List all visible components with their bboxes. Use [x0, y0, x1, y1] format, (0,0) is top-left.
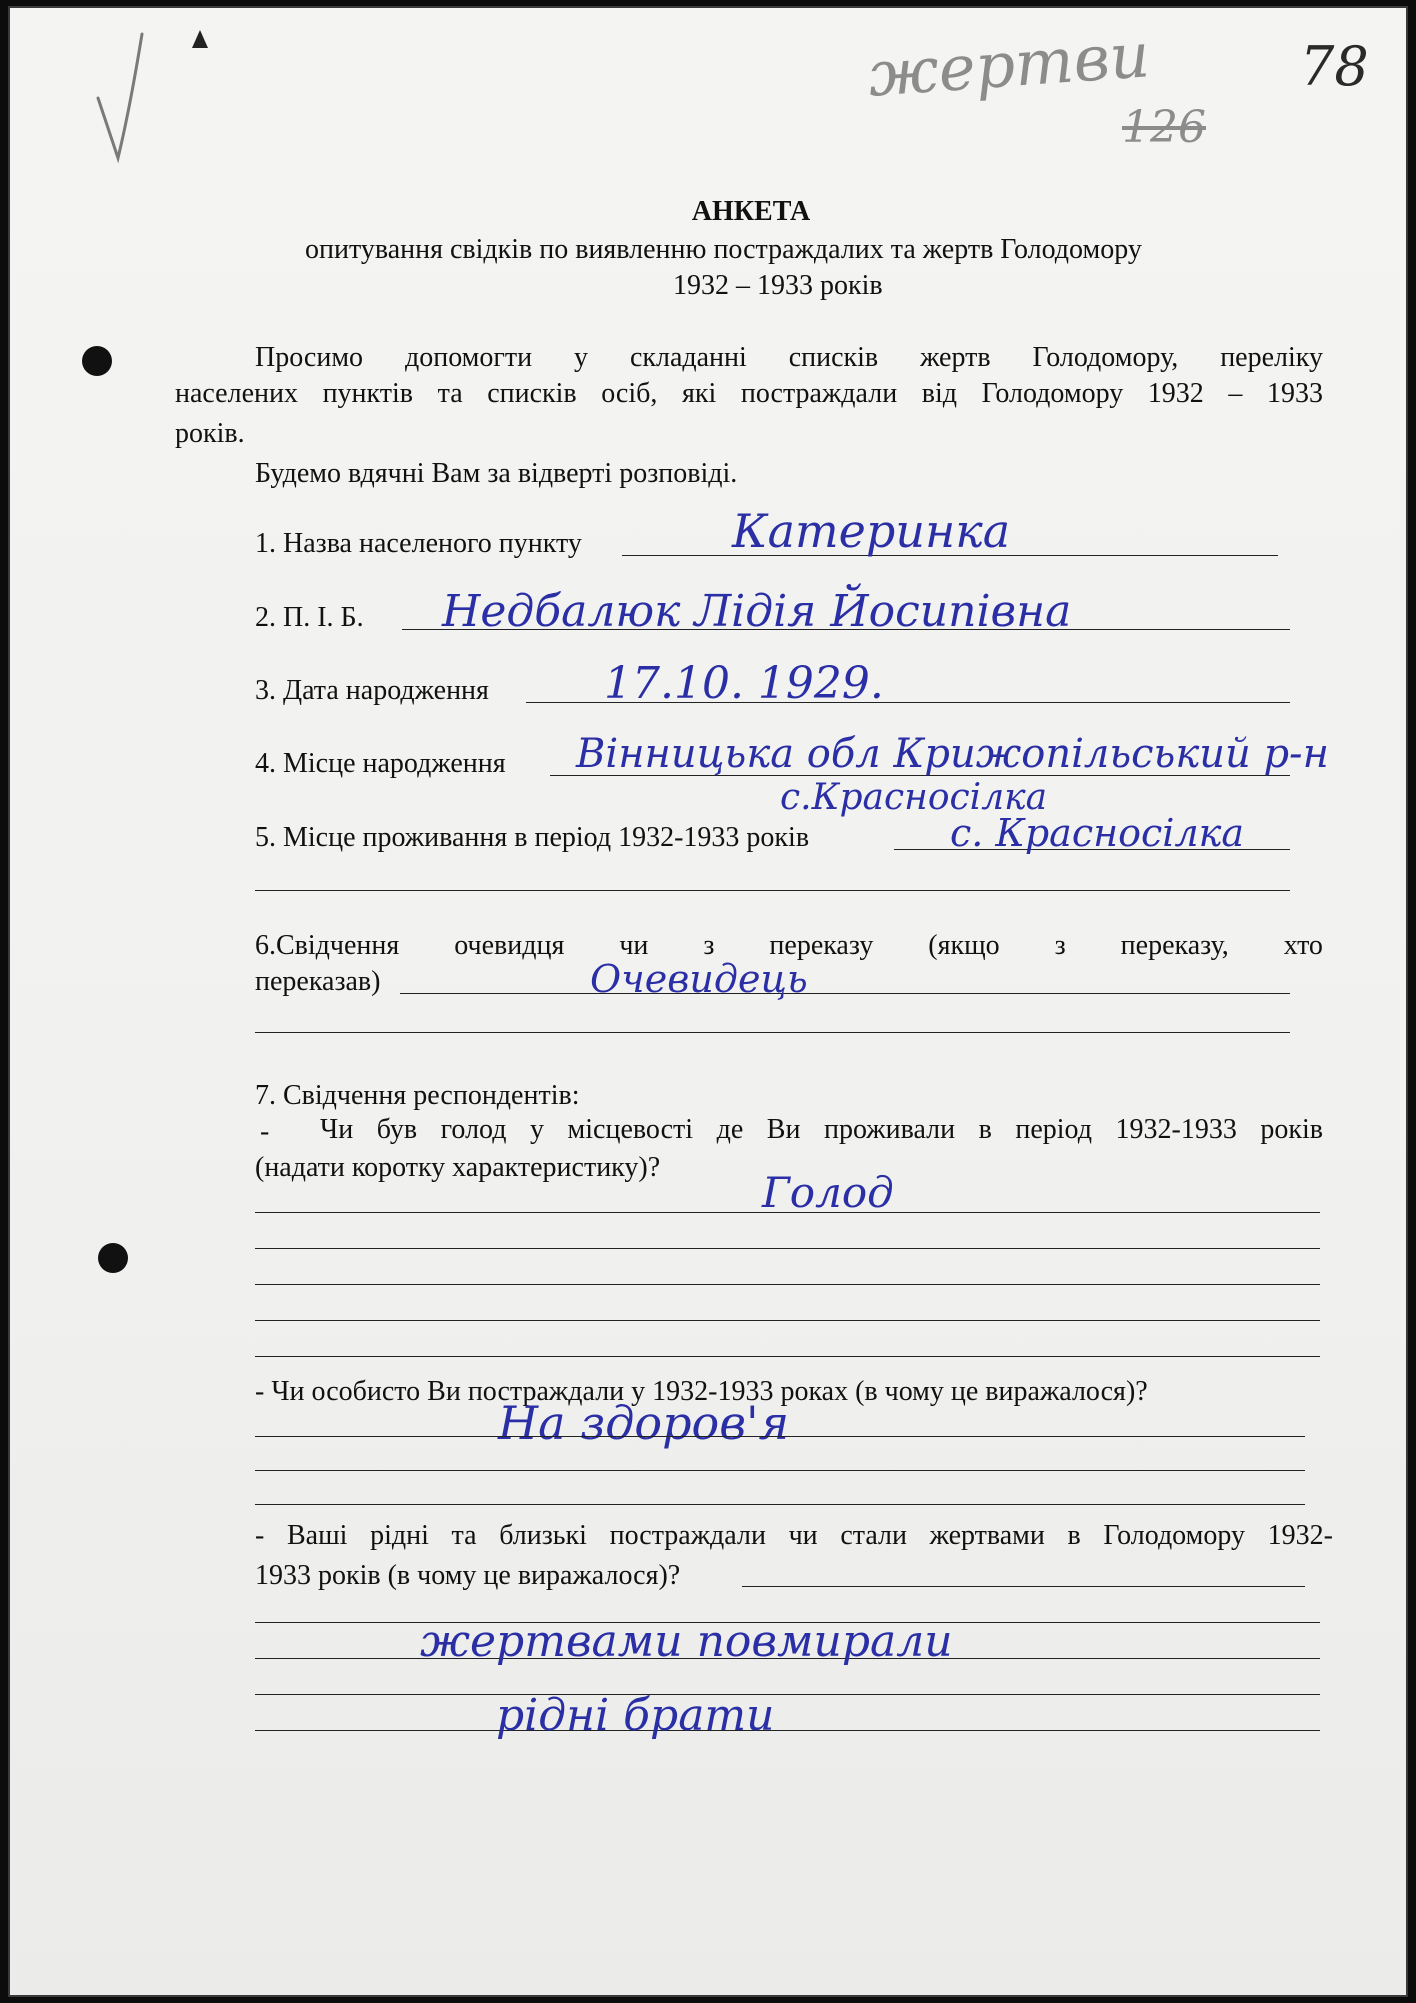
category-word-note: жертви [865, 18, 1152, 111]
q2-label: 2. П. І. Б. [255, 602, 364, 633]
q7-label: 7. Свідчення респондентів: [255, 1080, 580, 1111]
q6-extra-line [255, 1032, 1290, 1033]
q6-word: переказу [769, 930, 874, 961]
q7a-line1: Чи був голод у місцевості де Ви проживали в період 1932-1933 років [320, 1114, 1323, 1145]
q7c-answer-line [742, 1586, 1305, 1587]
punch-hole-bottom [98, 1243, 128, 1273]
page-number-note: 78 [1300, 35, 1369, 98]
q6-word: хто [1283, 930, 1323, 961]
q5-label: 5. Місце проживання в період 1932-1933 років [255, 822, 810, 853]
q3-label: 3. Дата народження [255, 675, 489, 706]
intro-line3: років. [175, 418, 245, 449]
q6-word: переказу, [1120, 930, 1229, 961]
q7b-line-1 [255, 1436, 1305, 1437]
q7c-line1: - Ваші рідні та близькі постраждали чи стали жертвами в Голодомору 1932- [255, 1520, 1333, 1551]
q1-label: 1. Назва населеного пункту [255, 528, 582, 559]
intro-line2: населених пунктів та списків осіб, які постраждали від Голодомору 1932 – 1933 [175, 378, 1323, 409]
q7a-answer: Голод [762, 1168, 894, 1217]
q7c-answer-line1: жертвами повмирали [420, 1616, 953, 1667]
q7a-line-3 [255, 1284, 1320, 1285]
q7c-answer-line2: рідні брати [496, 1690, 775, 1741]
q5-extra-line [255, 890, 1290, 891]
q7c-line-3 [255, 1694, 1320, 1695]
questionnaire-sheet [10, 8, 1406, 1995]
form-subtitle-line1: опитування свідків по виявленню постраждалих та жертв Голодомору [305, 234, 1142, 265]
intro-thanks: Будемо вдячні Вам за відверті розповіді. [255, 458, 738, 489]
punch-hole-top [82, 346, 112, 376]
q2-answer: Недбалюк Лідія Йосипівна [442, 586, 1072, 637]
q7a-line-2 [255, 1248, 1320, 1249]
q6-line [400, 993, 1290, 994]
q7c-line-4 [255, 1730, 1320, 1731]
q6-word: з [703, 930, 715, 961]
q7a-line2: (надати коротку характеристику)? [255, 1152, 661, 1183]
q6-answer: Очевидець [590, 957, 808, 1001]
q1-answer: Катеринка [732, 504, 1011, 558]
q7a-line-5 [255, 1356, 1320, 1357]
form-title: АНКЕТА [691, 196, 811, 227]
intro-line1: Просимо допомогти у складанні списків жертв Голодомору, переліку [255, 342, 1323, 373]
corner-mark-icon [186, 24, 216, 54]
q6-word: чи [619, 930, 649, 961]
q7a-line-1 [255, 1212, 1320, 1213]
q7b-question: - Чи особисто Ви постраждали у 1932-1933 роках (в чому це виражалося)? [255, 1376, 1148, 1407]
q7a-dash: - [260, 1116, 270, 1147]
q7b-line-3 [255, 1504, 1305, 1505]
q3-answer: 17.10. 1929. [604, 658, 884, 709]
q6-word: (якщо [928, 930, 1000, 961]
q7c-line2: 1933 років (в чому це виражалося)? [255, 1560, 681, 1591]
q6-word: очевидця [454, 930, 565, 961]
q6-word: 6.Свідчення [255, 930, 400, 961]
check-mark-icon [90, 28, 160, 168]
q6-word: з [1054, 930, 1066, 961]
q7a-line-4 [255, 1320, 1320, 1321]
q4-answer-line2: с.Красносілка [780, 777, 1048, 818]
q4-label: 4. Місце народження [255, 748, 506, 779]
q7b-answer: На здоров'я [498, 1396, 790, 1450]
form-subtitle-line2: 1932 – 1933 років [673, 270, 883, 301]
q6-label-line1 [255, 932, 1323, 960]
q6-label-line2: переказав) [255, 966, 381, 997]
q7b-line-2 [255, 1470, 1305, 1471]
q5-answer: с. Красносілка [950, 811, 1244, 855]
q4-answer: Вінницька обл Крижопільський р-н [576, 731, 1329, 777]
old-number-note: 126 [1122, 102, 1206, 153]
